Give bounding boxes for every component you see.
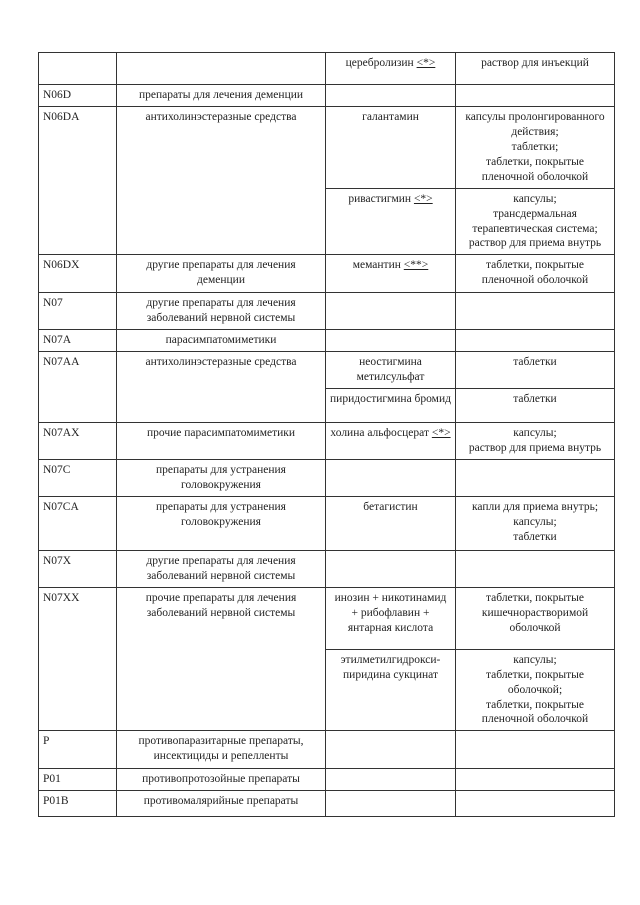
dosage-form: раствор для инъекций xyxy=(481,57,589,69)
drug-name-cell xyxy=(326,255,456,293)
dosage-form: капсулы; xyxy=(513,427,557,440)
pharmacological-group-cell: антихолинэстеразные средства xyxy=(117,106,326,254)
pharmacological-group-cell: антихолинэстеразные средства xyxy=(117,352,326,423)
dosage-form: таблетки, покрытые пленочной оболочкой xyxy=(481,259,589,287)
table-row xyxy=(39,731,615,769)
pharmacological-group-cell: препараты для устранения головокружения xyxy=(117,496,326,550)
drug-name: галантамин xyxy=(362,110,419,123)
dosage-form-cell xyxy=(456,188,615,255)
dosage-form: капсулы; xyxy=(513,192,557,205)
dosage-form-cell xyxy=(456,255,615,293)
drug-name-cell xyxy=(326,85,456,107)
dosage-form: капли для приема внутрь; xyxy=(471,500,599,513)
drug-name: мемантин xyxy=(352,259,401,272)
drug-name-cell xyxy=(326,188,456,255)
footnote-reference: <*> xyxy=(416,57,436,69)
drug-name: неостигмина метилсульфат xyxy=(356,356,425,384)
drug-name-cell xyxy=(326,423,456,460)
atc-code-cell: N07 xyxy=(39,293,117,330)
dosage-form: капсулы; xyxy=(513,515,557,528)
dosage-form-cell xyxy=(456,53,615,85)
table-row xyxy=(39,293,615,330)
drug-name-cell xyxy=(326,53,456,85)
dosage-form-cell xyxy=(456,106,615,188)
dosage-form-cell xyxy=(456,330,615,352)
drug-name-cell xyxy=(326,496,456,550)
dosage-form: раствор для приема внутрь xyxy=(468,237,602,250)
drug-name-cell xyxy=(326,769,456,791)
atc-code-cell: N07C xyxy=(39,459,117,496)
drug-name-cell xyxy=(326,293,456,330)
pharmacological-group-cell: противомалярийные препараты xyxy=(117,791,326,817)
table-row xyxy=(39,106,615,188)
atc-code-cell: N06DX xyxy=(39,255,117,293)
drug-name: ривастигмин xyxy=(348,192,412,205)
drug-name: церебролизин xyxy=(345,57,414,69)
dosage-form-cell xyxy=(456,769,615,791)
drug-name: пиридостигмина бромид xyxy=(330,393,451,406)
dosage-form: капсулы пролонгированного действия; xyxy=(465,110,605,138)
dosage-form: таблетки, покрытые пленочной оболочкой xyxy=(481,698,589,726)
pharmacological-group-cell: другие препараты для лечения заболеваний нервной системы xyxy=(117,293,326,330)
dosage-form-cell xyxy=(456,731,615,769)
pharmacological-group-cell xyxy=(117,53,326,85)
footnote-reference: <*> xyxy=(431,427,451,440)
dosage-form-cell xyxy=(456,550,615,587)
atc-code-cell: N07AX xyxy=(39,423,117,460)
pharmacological-group-cell: другие препараты для лечения деменции xyxy=(117,255,326,293)
drug-name: бетагистин xyxy=(363,500,418,513)
drug-name-cell xyxy=(326,459,456,496)
table-row xyxy=(39,330,615,352)
drug-name: этилметилгидрокси-пиридина сукцинат xyxy=(340,653,441,681)
table-row xyxy=(39,85,615,107)
drug-name-cell xyxy=(326,791,456,817)
table-row xyxy=(39,423,615,460)
dosage-form: таблетки, покрытые оболочкой; xyxy=(485,668,585,696)
dosage-form-cell xyxy=(456,496,615,550)
atc-code-cell: N07XX xyxy=(39,587,117,731)
drug-name-cell xyxy=(326,352,456,389)
dosage-form-cell xyxy=(456,587,615,649)
atc-code-cell: N07A xyxy=(39,330,117,352)
dosage-form: раствор для приема внутрь xyxy=(468,442,602,454)
dosage-form-cell xyxy=(456,459,615,496)
dosage-form: таблетки, покрытые пленочной оболочкой xyxy=(481,155,589,183)
dosage-form-cell xyxy=(456,293,615,330)
dosage-form: трансдермальная терапевтическая система; xyxy=(472,207,598,235)
pharmacological-group-cell: препараты для лечения деменции xyxy=(117,85,326,107)
table-row xyxy=(39,255,615,293)
table-row xyxy=(39,587,615,649)
dosage-form-cell xyxy=(456,85,615,107)
dosage-form: капсулы; xyxy=(513,653,557,666)
drug-name-cell xyxy=(326,106,456,188)
table-row xyxy=(39,352,615,389)
drug-name-cell xyxy=(326,550,456,587)
pharmacological-group-cell: парасимпатомиметики xyxy=(117,330,326,352)
dosage-form-cell xyxy=(456,352,615,389)
dosage-form-cell xyxy=(456,389,615,423)
dosage-form: таблетки xyxy=(513,530,557,543)
pharmacological-group-cell: прочие парасимпатомиметики xyxy=(117,423,326,460)
drug-name-cell xyxy=(326,731,456,769)
dosage-form: таблетки, покрытые кишечнорастворимой оболочкой xyxy=(481,591,589,634)
footnote-reference: <**> xyxy=(403,259,429,272)
atc-code-cell: N07X xyxy=(39,550,117,587)
atc-code-cell: P01 xyxy=(39,769,117,791)
atc-code-cell: P01B xyxy=(39,791,117,817)
pharmacological-group-cell: противопротозойные препараты xyxy=(117,769,326,791)
table-row xyxy=(39,459,615,496)
drug-name: холина альфосцерат xyxy=(330,427,429,440)
dosage-form: таблетки; xyxy=(511,140,559,153)
atc-code-cell: N07CA xyxy=(39,496,117,550)
table-row xyxy=(39,769,615,791)
table-body xyxy=(39,53,615,817)
atc-code-cell: P xyxy=(39,731,117,769)
atc-code-cell: N06DA xyxy=(39,106,117,254)
table-row xyxy=(39,496,615,550)
footnote-reference: <*> xyxy=(413,192,433,205)
atc-code-cell: N07AA xyxy=(39,352,117,423)
table-row xyxy=(39,550,615,587)
dosage-form: таблетки xyxy=(513,356,557,369)
dosage-form-cell xyxy=(456,423,615,460)
dosage-form: таблетки xyxy=(513,393,557,406)
pharmacological-group-cell: препараты для устранения головокружения xyxy=(117,459,326,496)
dosage-form-cell xyxy=(456,791,615,817)
drug-classification-table xyxy=(38,52,615,817)
drug-name: инозин + никотинамид + рибофлавин + янтарная кислота xyxy=(334,591,447,634)
drug-name-cell xyxy=(326,330,456,352)
pharmacological-group-cell: прочие препараты для лечения заболеваний нервной системы xyxy=(117,587,326,731)
drug-name-cell xyxy=(326,649,456,731)
atc-code-cell: N06D xyxy=(39,85,117,107)
drug-name-cell xyxy=(326,389,456,423)
table-row xyxy=(39,53,615,85)
pharmacological-group-cell: противопаразитарные препараты, инсектициды и репелленты xyxy=(117,731,326,769)
pharmacological-group-cell: другие препараты для лечения заболеваний нервной системы xyxy=(117,550,326,587)
atc-code-cell xyxy=(39,53,117,85)
dosage-form-cell xyxy=(456,649,615,731)
table-row xyxy=(39,791,615,817)
drug-name-cell xyxy=(326,587,456,649)
